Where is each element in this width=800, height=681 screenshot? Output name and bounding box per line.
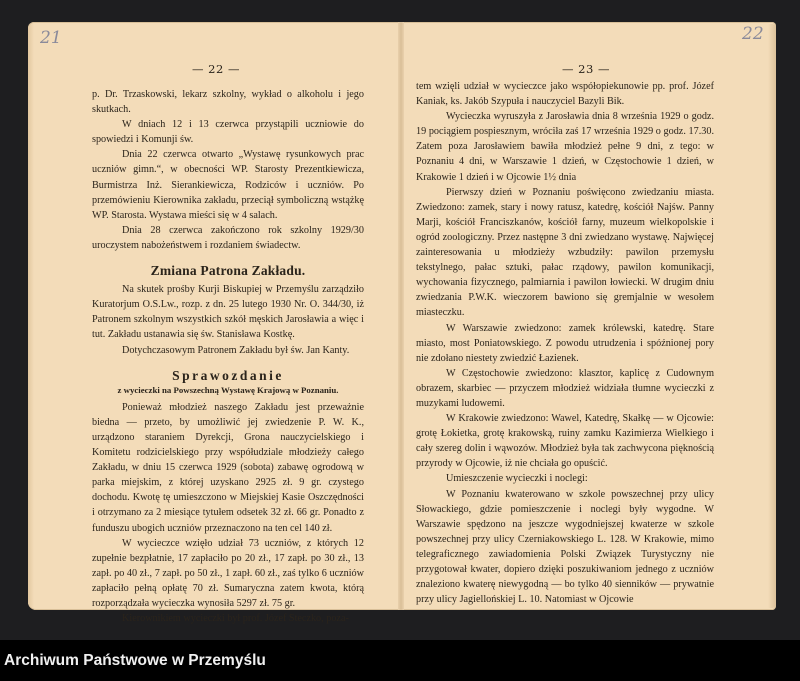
section-subheading: z wycieczki na Powszechną Wystawę Krajową w Poznaniu. [117,384,339,395]
paragraph: p. Dr. Trzaskowski, lekarz szkolny, wykład o alkoholu i jego skutkach. [92,89,364,116]
right-page-text [416,79,714,607]
paragraph: W wycieczce wzięło udział 73 uczniów, z których 12 zupełnie bezpłatnie, 17 zapłaciło po 20 zł., 17 zapł. po 30 zł., 13 zapł. po 40 zł., 7 zapł. po 50 zł., 1 zapł. 60 zł., zaś tylko 6 uczniów zapłaciło pełną opłatę 70 zł. Sumaryczna zatem kwota, którą rozporządzała wycieczka wynosiła 5297 zł. 75 gr. [92,537,364,609]
paragraph: W dniach 12 i 13 czerwca przystąpili uczniowie do spowiedzi i Komunji św. [92,119,364,146]
right-page [404,22,768,610]
paragraph: Na skutek prośby Kurji Biskupiej w Przemyślu zarządziło Kuratorjum O.S.Lw., rozp. z dn. 25 lutego 1930 Nr. O. 344/30, iż Patronem szkolnym wszystkich szkół męskich Jarosławia a więc i tut. Zakładu ustanawia się św. Stanisława Kostkę. [92,284,364,341]
paragraph: Umieszczenie wycieczki i noclegi: [446,473,588,485]
paragraph: Ponieważ młodzież naszego Zakładu jest przeważnie biedna — przeto, by umożliwić jej zwiedzenie P. W. K., urządzono staraniem Dyrekcji, Grona nauczycielskiego i Komitetu rodzicielskiego przy współudziale młodzieży całego Zakładu, w dniu 15 czerwca 1929 (sobota) zabawę ogrodową w parka miejskim, z której uzyskano 2925 zł. 9 gr. czystego dochodu. Kwotę tę umieszczono w Miejskiej Kasie Oszczędności i otrzymano za 2 miesiące tytułem odsetek 32 zł. 66 gr. Ponadto z funduszu ubogich uczniów przeznaczono na ten cel 140 zł. [92,401,364,534]
section-heading: Zmiana Patrona Zakładu. [150,263,306,279]
paragraph: Dotychczasowym Patronem Zakładu był św. Jan Kanty. [122,344,350,356]
page-edge-right [768,24,776,608]
paragraph: W Warszawie zwiedzono: zamek królewski, katedrę. Stare miasto, most Poniatowskiego. Z powodu utrudzenia i spóźnionej pory nie zdołano niestety zwiedzić Łazienek. [416,322,714,364]
left-page [34,22,398,625]
pencil-folio-number: 22 [742,24,764,44]
pencil-folio-number: 21 [40,28,62,48]
paragraph: tem wzięli udział w wycieczce jako współopiekunowie pp. prof. Józef Kaniak, ks. Jakób Szypuła i nauczyciel Bazyli Bik. [416,81,714,108]
page-number: — 23 — [562,62,610,76]
paragraph: Dnia 28 czerwca zakończono rok szkolny 1929/30 uroczystem nabożeństwem i rozdaniem świadectw. [92,224,364,251]
paragraph: W Krakowie zwiedzono: Wawel, Katedrę, Skałkę — w Ojcowie: grotę Łokietka, grotę krakowską, ruiny zamku Kazimierza Wielkiego i cały szereg dolin i wąwozów. Młodzież była tak zachwycona pięknością przyrody w Ojcowie, iż nie chciała go opuścić. [416,413,714,470]
paragraph: Pierwszy dzień w Poznaniu poświęcono zwiedzaniu miasta. Zwiedzono: zamek, stary i nowy ratusz, katedrę, kościół Najśw. Panny Marji, kościół Franciszkanów, kościół farny, muzeum wielkopolskie i ogród zoologiczny. Przez następne 3 dni zwiedzano wystawę. Najwięcej zainteresowania u młodzieży wzbudziły: pawilon przemysłu tekstylnego, pałac sztuki, pałac rządowy, pawilon komunikacji, wychowania fizycznego, palmiarnia i pawilon łowiecki. W drugim dniu zwiedzania P.W.K. wieczorem bawiono się gremjalnie w wesołem miasteczku. [416,186,714,319]
archive-footer-bar [0,640,800,681]
paragraph: W Częstochowie zwiedzono: klasztor, kaplicę z Cudownym obrazem, skarbiec — przyczem młodzież widziała tłumne wycieczki z muzykami ludowemi. [416,367,714,409]
page-number: — 22 — [192,62,240,76]
paragraph: Kierownikiem wycieczki był prof. Józef Steczko, poza- [122,613,349,625]
paragraph: W Poznaniu kwaterowano w szkole powszechnej przy ulicy Słowackiego, gdzie pomieszczenie i noclegi były wygodne. W Warszawie spędzono na jeszcze wygodniejszej kwaterze w szkole powszechnej przy ulicy Czerniakowskiego L. 128. W Krakowie, mimo telegraficznego zawiadomienia Polski Związek Turystyczny nie przygotował kwater, dopiero dzięki poszukiwaniom jednego z uczniów znaleziono kwaterę niewygodną — bo tylko 40 sienników — prywatnie przy ulicy Jagiellońskiej L. 10. Natomiast w Ojcowie [416,488,714,606]
section-heading: Sprawozdanie [172,367,284,383]
paragraph: Dnia 22 czerwca otwarto „Wystawę rysunkowych prac uczniów gimn.“, w obecności WP. Starosty Prezentkiewicza, Burmistrza Inż. Sierankiewicza, Rodziców i uczniów. Po przemówieniu Kierownika zakładu, przeciął symboliczną wstążkę WP. Starosta. Wystawa mieści się w 4 salach. [92,149,364,221]
archive-name: Archiwum Państwowe w Przemyślu [4,652,266,669]
left-page-text [92,87,364,626]
paragraph: Wycieczka wyruszyła z Jarosławia dnia 8 września 1929 o godz. 19 pociągiem pospiesznym, wróciła zaś 17 września 1929 o godz. 17.30. Zatem poza Jarosławiem bawiła młodzież pełne 9 dni, z tego: w Poznaniu 4 dni, w Warszawie 1 dzień, w Częstochowie 1 dzień, w Krakowie 1 dzień i w Ojcowie 1½ dnia [416,111,714,183]
